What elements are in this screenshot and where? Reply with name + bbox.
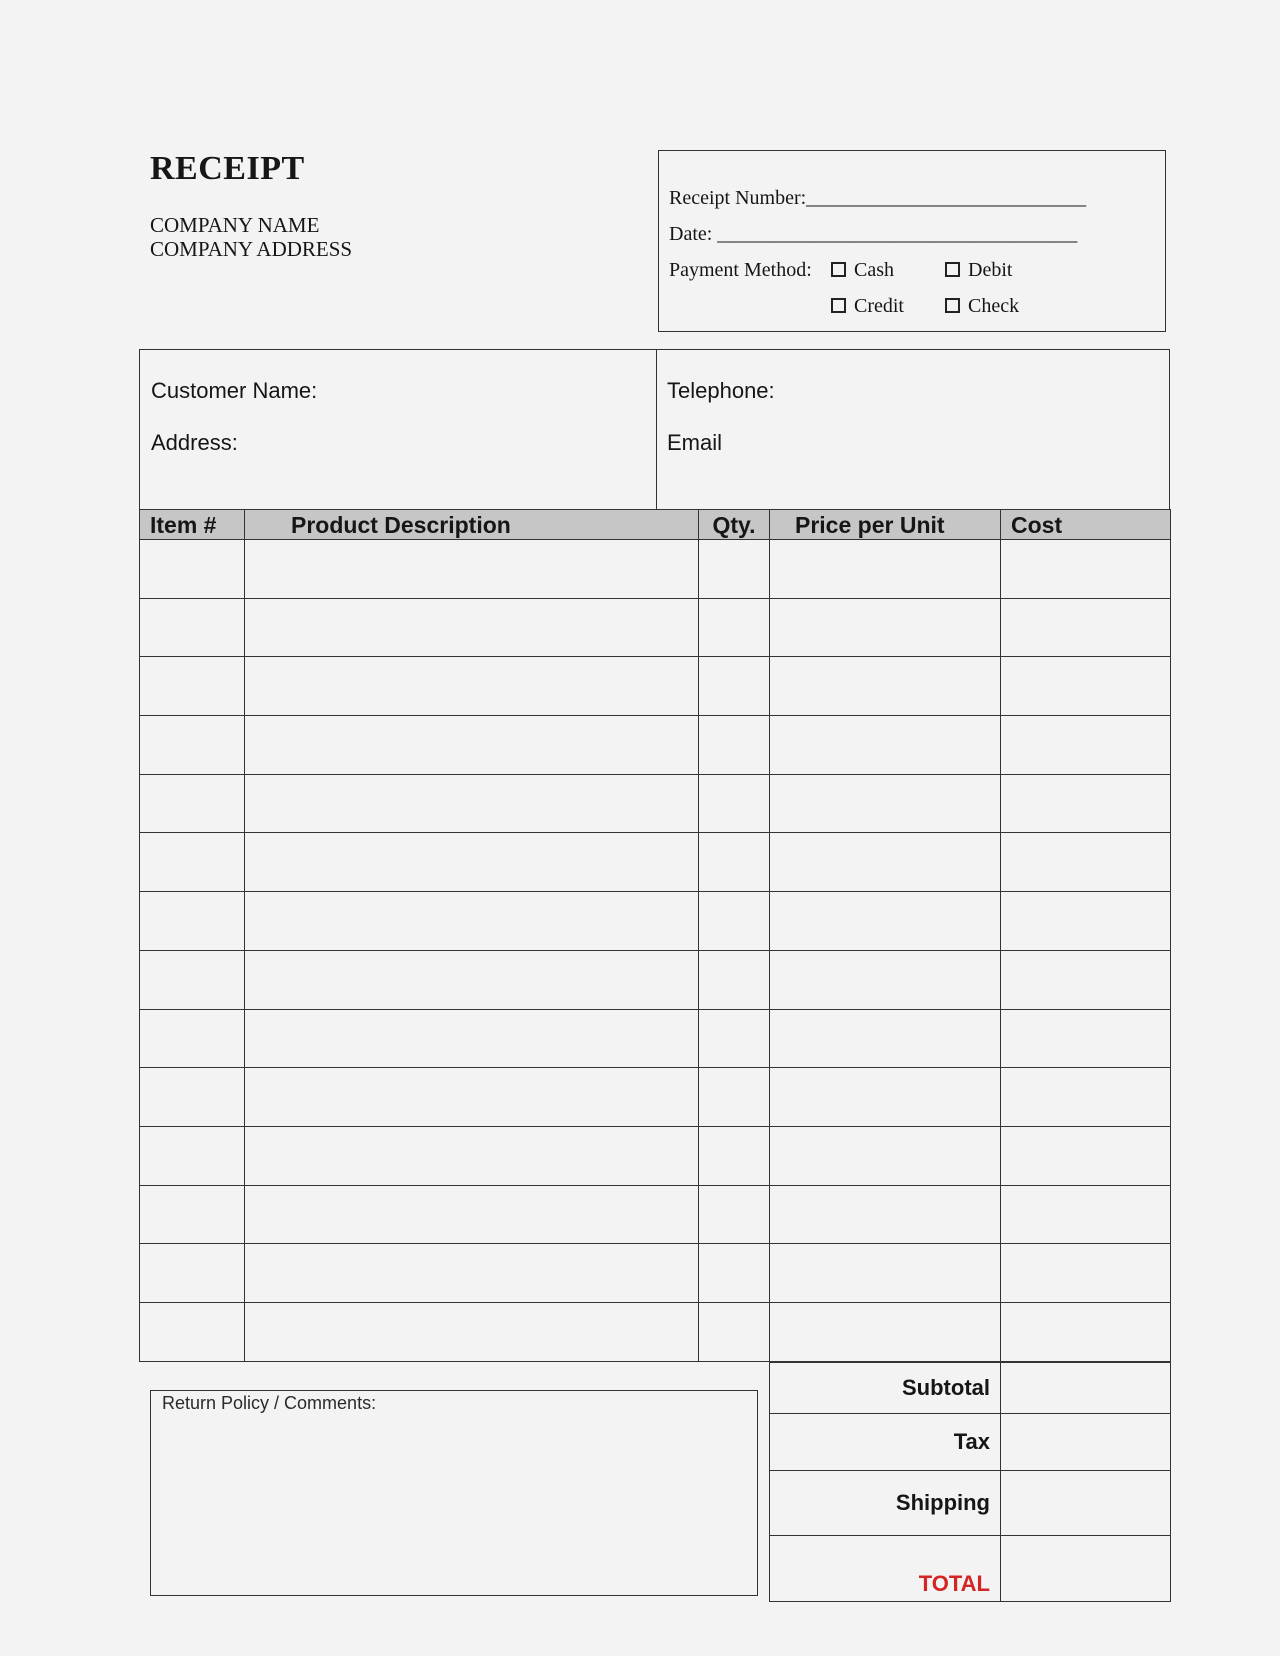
item-cell[interactable] (140, 774, 245, 833)
cost-cell[interactable] (1001, 598, 1171, 657)
customer-info-box (139, 349, 1170, 510)
email-label: Email (667, 430, 723, 455)
price-cell[interactable] (770, 1244, 1001, 1303)
customer-name-label: Customer Name: (151, 378, 318, 403)
table-row (140, 833, 1171, 892)
cost-cell[interactable] (1001, 1068, 1171, 1127)
payment-option-credit[interactable] (831, 295, 904, 318)
item-cell[interactable] (140, 1185, 245, 1244)
description-cell[interactable] (245, 1185, 699, 1244)
table-row (140, 540, 1171, 599)
table-row (140, 1126, 1171, 1185)
price-cell[interactable] (770, 1126, 1001, 1185)
description-cell[interactable] (245, 1009, 699, 1068)
price-cell[interactable] (770, 1068, 1001, 1127)
tax-label: Tax (770, 1414, 1001, 1471)
date-field[interactable]: Date: ____________________________________ (669, 223, 1078, 245)
description-cell[interactable] (245, 892, 699, 951)
qty-cell[interactable] (699, 716, 770, 775)
company-name: COMPANY NAME (150, 213, 320, 237)
description-cell[interactable] (245, 598, 699, 657)
item-cell[interactable] (140, 598, 245, 657)
item-cell[interactable] (140, 1302, 245, 1361)
return-policy-label: Return Policy / Comments: (162, 1393, 377, 1413)
price-cell[interactable] (770, 1302, 1001, 1361)
description-cell[interactable] (245, 1126, 699, 1185)
price-cell[interactable] (770, 774, 1001, 833)
table-row (140, 1009, 1171, 1068)
shipping-value-cell[interactable] (1001, 1471, 1171, 1536)
qty-cell[interactable] (699, 892, 770, 951)
column-header-item: Item # (140, 510, 245, 540)
item-cell[interactable] (140, 716, 245, 775)
item-cell[interactable] (140, 1068, 245, 1127)
description-cell[interactable] (245, 1068, 699, 1127)
qty-cell[interactable] (699, 1068, 770, 1127)
checkbox-icon[interactable] (831, 298, 846, 313)
price-cell[interactable] (770, 716, 1001, 775)
tax-value-cell[interactable] (1001, 1414, 1171, 1471)
price-cell[interactable] (770, 540, 1001, 599)
item-cell[interactable] (140, 1126, 245, 1185)
table-row (140, 774, 1171, 833)
column-header-qty: Qty. (699, 510, 770, 540)
total-value-cell[interactable] (1001, 1536, 1171, 1602)
item-cell[interactable] (140, 657, 245, 716)
items-table (139, 509, 1171, 1362)
shipping-row (770, 1471, 1171, 1536)
table-row (140, 716, 1171, 775)
table-row (140, 950, 1171, 1009)
customer-divider (656, 350, 657, 510)
totals-table (769, 1362, 1171, 1602)
item-cell[interactable] (140, 540, 245, 599)
cost-cell[interactable] (1001, 1009, 1171, 1068)
table-row (140, 1302, 1171, 1361)
payment-option-label: Debit (968, 259, 1013, 281)
description-cell[interactable] (245, 833, 699, 892)
checkbox-icon[interactable] (945, 298, 960, 313)
checkbox-icon[interactable] (945, 262, 960, 277)
total-row (770, 1536, 1171, 1602)
qty-cell[interactable] (699, 657, 770, 716)
table-row (140, 1068, 1171, 1127)
table-row (140, 892, 1171, 951)
receipt-title: RECEIPT (150, 150, 305, 187)
qty-cell[interactable] (699, 1244, 770, 1303)
description-cell[interactable] (245, 1302, 699, 1361)
description-cell[interactable] (245, 657, 699, 716)
cost-cell[interactable] (1001, 950, 1171, 1009)
payment-option-label: Credit (854, 295, 904, 317)
telephone-label: Telephone: (667, 378, 775, 403)
qty-cell[interactable] (699, 1185, 770, 1244)
description-cell[interactable] (245, 950, 699, 1009)
table-row (140, 1185, 1171, 1244)
payment-option-label: Cash (854, 259, 894, 281)
cost-cell[interactable] (1001, 540, 1171, 599)
cost-cell[interactable] (1001, 892, 1171, 951)
subtotal-label: Subtotal (770, 1363, 1001, 1414)
payment-option-cash[interactable] (831, 259, 894, 282)
qty-cell[interactable] (699, 950, 770, 1009)
price-cell[interactable] (770, 1185, 1001, 1244)
description-cell[interactable] (245, 540, 699, 599)
price-cell[interactable] (770, 657, 1001, 716)
qty-cell[interactable] (699, 833, 770, 892)
receipt-meta-box (658, 150, 1166, 332)
cost-cell[interactable] (1001, 657, 1171, 716)
description-cell[interactable] (245, 774, 699, 833)
description-cell[interactable] (245, 1244, 699, 1303)
address-label: Address: (151, 430, 238, 455)
shipping-label: Shipping (770, 1471, 1001, 1536)
column-header-cost: Cost (1001, 510, 1171, 540)
payment-option-check[interactable] (945, 295, 1019, 318)
item-cell[interactable] (140, 950, 245, 1009)
checkbox-icon[interactable] (831, 262, 846, 277)
payment-method-label: Payment Method: (669, 259, 812, 281)
item-cell[interactable] (140, 1009, 245, 1068)
price-cell[interactable] (770, 892, 1001, 951)
item-cell[interactable] (140, 1244, 245, 1303)
return-policy-box[interactable] (150, 1390, 758, 1596)
qty-cell[interactable] (699, 1302, 770, 1361)
table-row (140, 657, 1171, 716)
table-header-row (140, 510, 1171, 540)
subtotal-value-cell[interactable] (1001, 1363, 1171, 1414)
item-cell[interactable] (140, 833, 245, 892)
qty-cell[interactable] (699, 1126, 770, 1185)
price-cell[interactable] (770, 833, 1001, 892)
qty-cell[interactable] (699, 540, 770, 599)
qty-cell[interactable] (699, 1009, 770, 1068)
company-address: COMPANY ADDRESS (150, 237, 353, 261)
table-row (140, 1244, 1171, 1303)
payment-option-debit[interactable] (945, 259, 1012, 282)
cost-cell[interactable] (1001, 716, 1171, 775)
cost-cell[interactable] (1001, 1126, 1171, 1185)
price-cell[interactable] (770, 1009, 1001, 1068)
item-cell[interactable] (140, 892, 245, 951)
cost-cell[interactable] (1001, 1244, 1171, 1303)
cost-cell[interactable] (1001, 833, 1171, 892)
receipt-number-field[interactable]: Receipt Number:____________________________ (669, 187, 1087, 209)
cost-cell[interactable] (1001, 1302, 1171, 1361)
column-header-description: Product Description (245, 510, 699, 540)
qty-cell[interactable] (699, 598, 770, 657)
cost-cell[interactable] (1001, 1185, 1171, 1244)
price-cell[interactable] (770, 598, 1001, 657)
qty-cell[interactable] (699, 774, 770, 833)
description-cell[interactable] (245, 716, 699, 775)
column-header-price: Price per Unit (770, 510, 1001, 540)
price-cell[interactable] (770, 950, 1001, 1009)
total-label: TOTAL (770, 1536, 1001, 1602)
cost-cell[interactable] (1001, 774, 1171, 833)
table-row (140, 598, 1171, 657)
payment-option-label: Check (968, 295, 1020, 317)
subtotal-row (770, 1363, 1171, 1414)
tax-row (770, 1414, 1171, 1471)
